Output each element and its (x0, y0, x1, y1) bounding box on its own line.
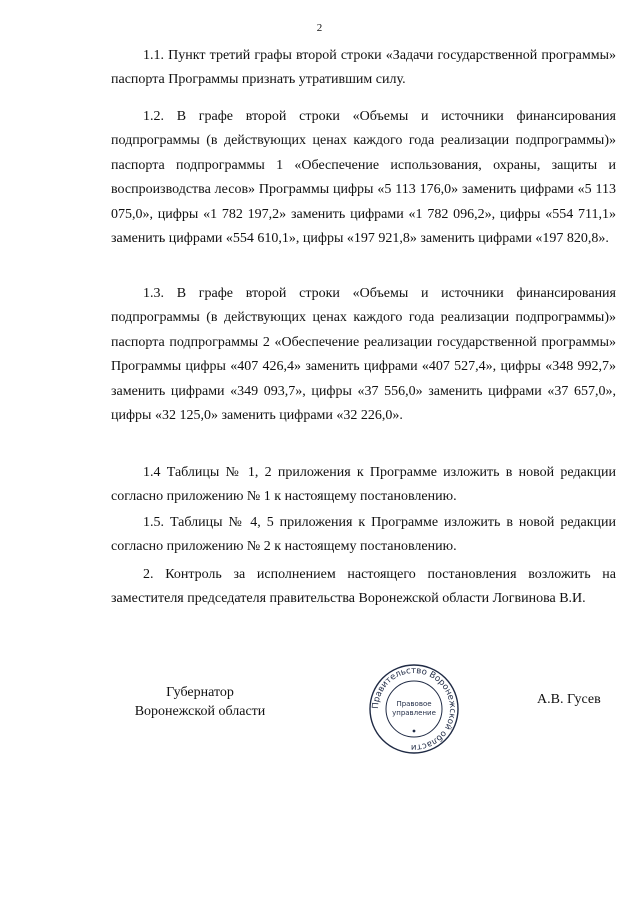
signatory-title (110, 683, 290, 721)
paragraph-1-2: 1.2. В графе второй строки «Объемы и источники финансирования подпрограммы (в действующих ценах каждого года реализации подпрограммы)» паспорта подпрограммы 1 «Обеспечение использования, охраны, защиты и воспроизводства лесов» Программы цифры «5 113 176,0» заменить цифрами «5 113 075,0», цифры «1 782 197,2» заменить цифрами «1 782 096,2», цифры «554 711,1» заменить цифрами «554 610,1», цифры «197 921,8» заменить цифрами «197 820,8». (111, 109, 616, 247)
page-number: 2 (316, 22, 323, 34)
paragraph-2: 2. Контроль за исполнением настоящего постановления возложить на заместителя председателя правительства Воронежской области Логвинова В.И. (111, 567, 616, 607)
signatory-title-line-1: Губернатор (166, 685, 234, 700)
stamp-inner-line-2: управление (392, 709, 436, 717)
paragraph-1-3: 1.3. В графе второй строки «Объемы и источники финансирования подпрограммы (в действующих ценах каждого года реализации подпрограммы)» паспорта подпрограммы 2 «Обеспечение реализации государственной программы» Программы цифры «407 426,4» заменить цифрами «407 527,4», цифры «348 992,7» заменить цифрами «349 093,7», цифры «37 556,0» заменить цифрами «37 657,0», цифры «32 125,0» заменить цифрами «32 226,0». (111, 286, 616, 424)
signatory-name: А.В. Гусев (537, 692, 601, 707)
signatory-title-line-2: Воронежской области (134, 704, 266, 719)
stamp-inner-line-1: Правовое (396, 700, 432, 708)
official-stamp (368, 663, 460, 755)
paragraph-1-5: 1.5. Таблицы № 4, 5 приложения к Программе изложить в новой редакции согласно приложению № 2 к настоящему постановлению. (111, 515, 616, 555)
paragraph-1-1: 1.1. Пункт третий графы второй строки «Задачи государственной программы» паспорта Программы признать утратившим силу. (111, 48, 616, 88)
paragraph-1-4: 1.4 Таблицы № 1, 2 приложения к Программе изложить в новой редакции согласно приложению № 1 к настоящему постановлению. (111, 465, 616, 505)
stamp-outer-text: Правительство Воронежской области (370, 665, 458, 753)
stamp-seal-icon (368, 663, 460, 755)
